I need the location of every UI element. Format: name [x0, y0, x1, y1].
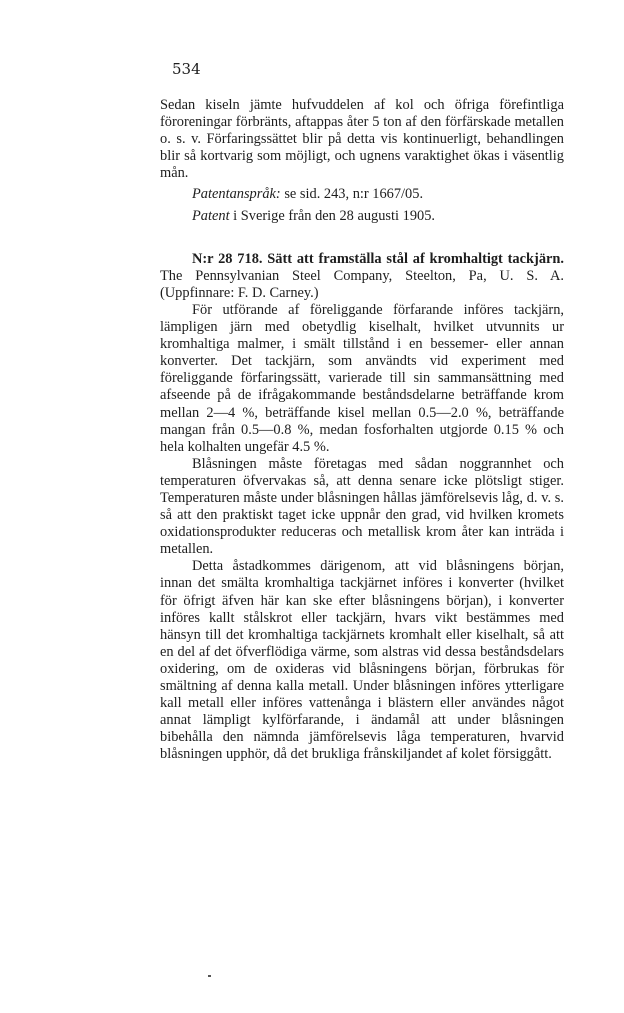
entry-paragraph-1: För utförande af föreliggande förfarande införes tackjärn, lämpligen järn med obetydlig kiselhalt, hvilket utvunnits ur kromhaltiga malmer, i smält tillstånd i en bessemer- eller annan konverter. Det tackjärn, som användts vid experiment med föreliggande förfaringssätt, varierade till sin sammansättning med afseende på de ifrågakommande beståndsdelarne beträffande krom mellan 2—4 %, beträffande kisel mellan 0.5—2.0 %, beträffande mangan från 0.5—0.8 %, medan fosforhalten utgjorde 0.15 % och hela kolhalten ungefär 4.5 %. — [160, 301, 564, 455]
entry-paragraph-2: Blåsningen måste företagas med sådan noggrannhet och temperaturen öfvervakas så, att denna senare icke plötsligt stiger. Temperaturen måste under blåsningen hållas jämförelsevis låg, d. v. s. så att den praktiskt taget icke uppnår den grad, vid hvilken kromets oxidationsprodukter reduceras och metallisk krom åter kan inträda i metallen. — [160, 455, 564, 558]
patent-claim-line — [160, 186, 564, 203]
entry-applicant: The Pennsylvanian Steel Company, Steelton, Pa, U. S. A. (Uppfinnare: F. D. Carney.) — [160, 267, 564, 301]
patent-claim-text: se sid. 243, n:r 1667/05. — [280, 186, 424, 203]
patent-grant-text: i Sverige från den 28 augusti 1905. — [229, 207, 436, 224]
entry-title: N:r 28 718. Sätt att framställa stål af kromhaltigt tackjärn. — [192, 250, 564, 267]
text-column — [160, 97, 564, 763]
entry-heading — [160, 251, 564, 302]
patent-claim-label: Patentanspråk: — [192, 186, 281, 203]
intro-paragraph: Sedan kiseln jämte hufvuddelen af kol och öfriga förefintliga föroreningar förbränts, aftappas åter 5 ton af den förfärskade metallen o. s. v. Förfaringssättet blir på detta vis kontinuerligt, behandlingen blir så kortvarig som möjligt, och ugnens varaktighet ökas i väsentlig mån. — [160, 97, 564, 182]
patent-grant-label: Patent — [192, 207, 230, 224]
ink-speck — [208, 975, 211, 977]
entry-paragraph-3: Detta åstadkommes därigenom, att vid blåsningens början, innan det smälta kromhaltiga tackjärnet införes i konverter (hvilket för öfrigt äfven här kan ske efter blåsningens början), i konverter införes kallt stålskrot eller tackjärn, hvars vikt bestämmes med hänsyn till det kromhaltiga tackjärnets kromhalt eller kiselhalt, så att en del af det öfverflödiga värme, som alstras vid dessa beståndsdelars oxidering, om de oxideras vid blåsningens början, förbrukas för smältning af denna kalla metall. Under blåsningen införes ytterligare kall metall eller införes vattenånga i blästern eller användes något annat lämpligt kylförfarande, i ändamål att under blåsningen bibehålla den nämnda jämförelsevis låga temperaturen, hvarvid blåsningen upphör, då det brukliga frånskiljandet af kolet försiggått. — [160, 558, 564, 763]
page-number: 534 — [172, 60, 201, 78]
patent-grant-line — [160, 208, 564, 225]
